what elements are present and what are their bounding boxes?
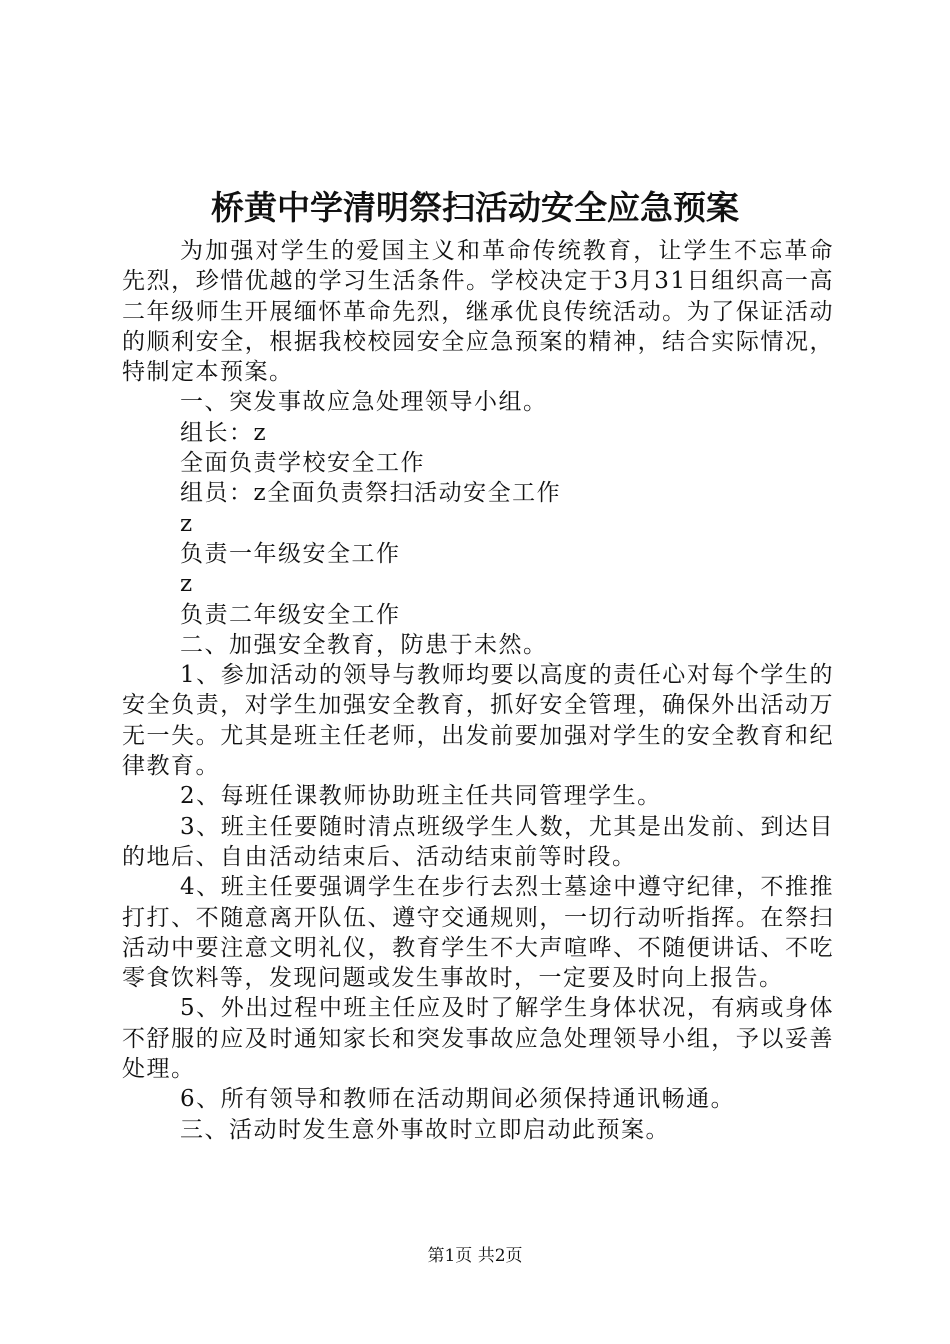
member-name-2: z [180,571,194,598]
member-duty-2: 负责二年级安全工作 [180,601,401,628]
intro-paragraph: 为加强对学生的爱国主义和革命传统教育，让学生不忘革命先烈，珍惜优越的学习生活条件。学校决定于3月31日组织高一高二年级师生开展缅怀革命先烈，继承优良传统活动。为了保证活动的顺利安全，根据我校校园安全应急预案的精神，结合实际情况，特制定本预案。 [122,238,834,386]
page-number: 第1页 共2页 [427,1246,523,1266]
team-leader-duty: 全面负责学校安全工作 [180,450,425,477]
document-title: 桥黄中学清明祭扫活动安全应急预案 [211,188,739,227]
item-paragraph-6: 6、所有领导和教师在活动期间必须保持通讯畅通。 [180,1086,736,1113]
team-member-line: 组员：z全面负责祭扫活动安全工作 [180,480,562,507]
member-name-1: z [180,510,194,537]
team-leader-line: 组长：z [180,419,268,446]
item-paragraph-3: 3、班主任要随时清点班级学生人数，尤其是出发前、到达目的地后、自由活动结束后、活动结束前等时段。 [122,813,834,870]
item-paragraph-4: 4、班主任要强调学生在步行去烈士墓途中遵守纪律，不推推打打、不随意离开队伍、遵守交通规则，一切行动听指挥。在祭扫活动中要注意文明礼仪，教育学生不大声喧哗、不随便讲话、不吃零食饮料等，发现问题或发生事故时，一定要及时向上报告。 [122,874,834,992]
document-body [122,236,834,1145]
item-paragraph-1: 1、参加活动的领导与教师均要以高度的责任心对每个学生的安全负责，对学生加强安全教育，抓好安全管理，确保外出活动万无一失。尤其是班主任老师，出发前要加强对学生的安全教育和纪律教育。 [122,662,834,780]
section-heading-1: 一、突发事故应急处理领导小组。 [180,389,548,416]
item-paragraph-2: 2、每班任课教师协助班主任共同管理学生。 [180,783,662,810]
item-paragraph-5: 5、外出过程中班主任应及时了解学生身体状况，有病或身体不舒服的应及时通知家长和突发事故应急处理领导小组，予以妥善处理。 [122,995,834,1083]
section-heading-3: 三、活动时发生意外事故时立即启动此预案。 [180,1116,670,1143]
section-heading-2: 二、加强安全教育，防患于未然。 [180,631,548,658]
member-duty-1: 负责一年级安全工作 [180,540,401,567]
